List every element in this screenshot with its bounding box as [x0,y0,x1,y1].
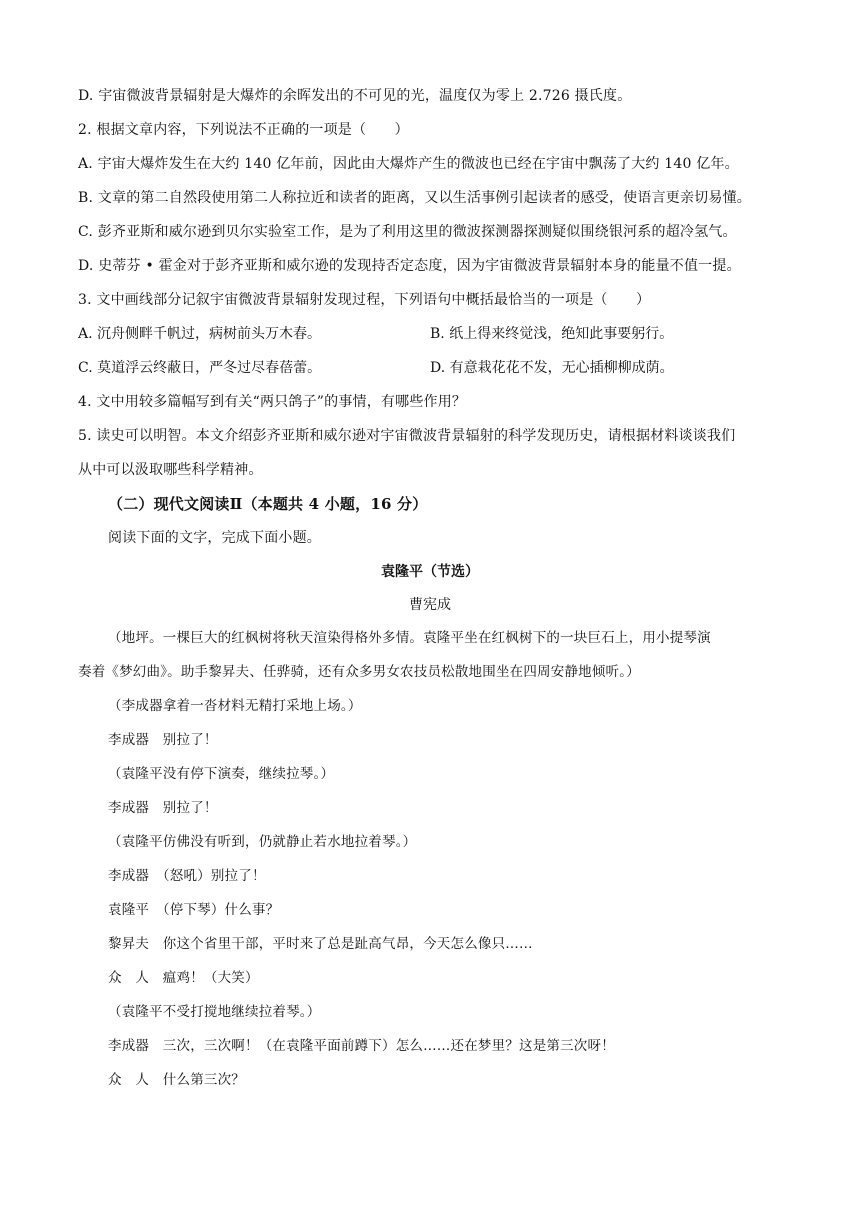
q3-option-c: C. 莫道浮云终蔽日，严冬过尽春蓓蕾。 [78,360,322,376]
section-instruction: 阅读下面的文字，完成下面小题。 [108,530,321,546]
passage-author: 曹宪成 [409,597,451,613]
passage-line: （袁隆平不受打搅地继续拉着琴。） [108,1004,321,1020]
q3-option-b: B. 纸上得来终觉浅，绝知此事要躬行。 [430,326,674,342]
q3-stem: 3. 文中画线部分记叙宇宙微波背景辐射发现过程，下列语句中概括最恰当的一项是（ ） [78,292,651,308]
q3-option-d: D. 有意栽花花不发，无心插柳柳成荫。 [430,360,674,376]
passage-line: （袁隆平没有停下演奏，继续拉琴。） [108,766,335,782]
passage-line: （李成器拿着一沓材料无精打采地上场。） [108,698,362,714]
q2-stem: 2. 根据文章内容，下列说法不正确的一项是（ ） [78,122,409,138]
section-heading: （二）现代文阅读Ⅱ（本题共 4 小题，16 分） [108,495,428,513]
passage-line: 李成器 三次，三次啊！（在袁隆平面前蹲下）怎么……还在梦里？这是第三次呀！ [108,1038,615,1054]
passage-line: 众 人 什么第三次？ [108,1072,245,1088]
q2-option-d: D. 史蒂芬 • 霍金对于彭齐亚斯和威尔逊的发现持否定态度，因为宇宙微波背景辐射本身的能量不值一提。 [78,258,741,274]
passage-line: 众 人 瘟鸡！（大笑） [108,970,259,986]
passage-line: 李成器 （怒吼）别拉了！ [108,868,266,884]
passage-title: 袁隆平（节选） [381,564,479,580]
q1-option-d: D. 宇宙微波背景辐射是大爆炸的余晖发出的不可见的光，温度仅为零上 2.726 摄氏度。 [78,88,632,104]
q2-option-a: A. 宇宙大爆炸发生在大约 140 亿年前，因此由大爆炸产生的微波也已经在宇宙中飘荡了大约 140 亿年。 [78,156,739,172]
q5-stem-line1: 5. 读史可以明智。本文介绍彭齐亚斯和威尔逊对宇宙微波背景辐射的科学发现历史，请根据材料谈谈我们 [78,428,736,444]
passage-line: 李成器 别拉了！ [108,800,218,816]
q5-stem-line2: 从中可以汲取哪些科学精神。 [78,462,263,478]
passage-line: 袁隆平 （停下琴）什么事？ [108,902,280,918]
passage-line: 李成器 别拉了！ [108,732,218,748]
passage-line: （袁隆平仿佛没有听到，仍就静止若水地拉着琴。） [108,834,417,850]
passage-line: 黎昇夫 你这个省里干部，平时来了总是趾高气昂，今天怎么像只…… [108,936,533,952]
q2-option-b: B. 文章的第二自然段使用第二人称拉近和读者的距离，又以生活事例引起读者的感受，使语言更亲切易懂。 [78,190,751,206]
q3-option-a: A. 沉舟侧畔千帆过，病树前头万木春。 [78,326,322,342]
q4-stem: 4. 文中用较多篇幅写到有关“两只鸽子”的事情，有哪些作用？ [78,394,467,410]
passage-line: 奏着《梦幻曲》。助手黎昇夫、任骅骑，还有众多男女农技员松散地围坐在四周安静地倾听。） [78,664,640,680]
passage-line: （地坪。一棵巨大的红枫树将秋天渲染得格外多情。袁隆平坐在红枫树下的一块巨石上，用小提琴演 [108,630,711,646]
q2-option-c: C. 彭齐亚斯和威尔逊到贝尔实验室工作，是为了利用这里的微波探测器探测疑似围绕银河系的超冷氢气。 [78,224,737,240]
